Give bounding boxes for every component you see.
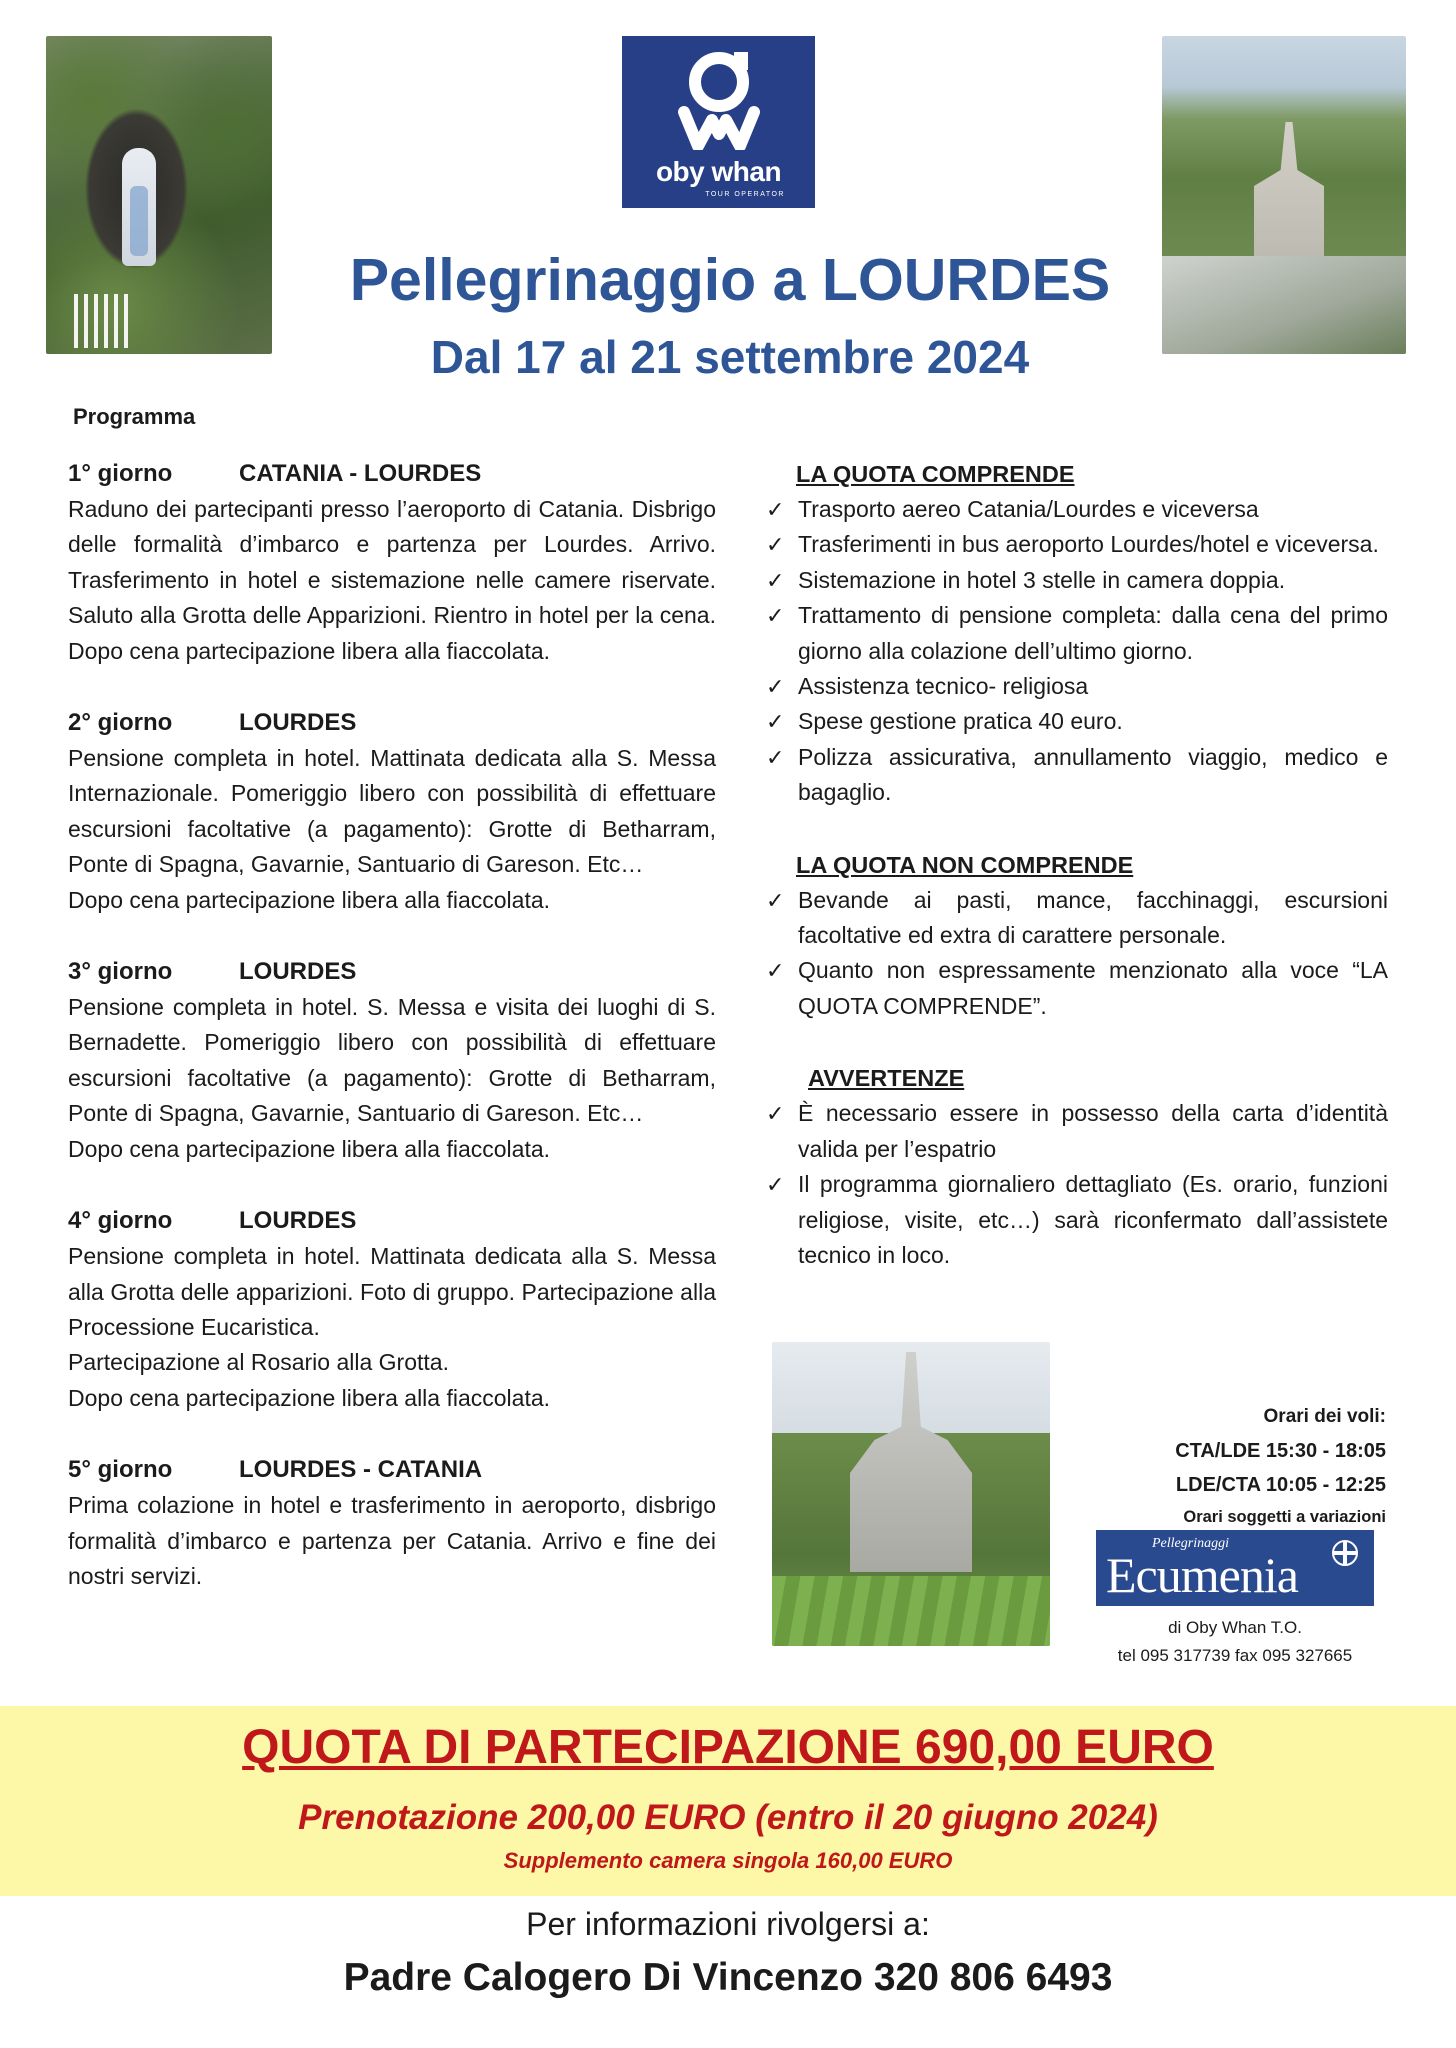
check-item-text: Trattamento di pensione completa: dalla cena del primo giorno alla colazione dell’ultimo giorno. xyxy=(798,602,1388,664)
contact-person: Padre Calogero Di Vincenzo 320 806 6493 xyxy=(343,1956,1113,1999)
checkmark-icon: ✓ xyxy=(766,887,785,913)
warnings-list xyxy=(766,1096,1388,1273)
day-place: LOURDES xyxy=(239,958,357,986)
avvertenze-section xyxy=(766,1060,1388,1273)
check-item-text: Spese gestione pratica 40 euro. xyxy=(798,708,1123,735)
checkmark-icon: ✓ xyxy=(766,744,785,770)
candles xyxy=(74,294,130,348)
ecumenia-logo xyxy=(1096,1530,1374,1606)
flight-times xyxy=(1175,1400,1386,1532)
day-number: 2° giorno xyxy=(68,709,173,737)
check-item-text: Trasferimenti in bus aeroporto Lourdes/hotel e viceversa. xyxy=(798,531,1379,558)
check-item-text: Sistemazione in hotel 3 stelle in camera doppia. xyxy=(798,566,1286,593)
check-item xyxy=(766,1096,1388,1167)
day-4 xyxy=(68,1203,716,1416)
basilica-aerial-photo xyxy=(1162,36,1406,354)
day-3 xyxy=(68,954,716,1167)
day-place: CATANIA - LOURDES xyxy=(239,460,482,487)
page-title: Pellegrinaggio a LOURDES xyxy=(349,247,1111,313)
check-item-text: Assistenza tecnico- religiosa xyxy=(798,673,1089,700)
flight-return: LDE/CTA 10:05 - 12:25 xyxy=(1175,1474,1386,1496)
check-item xyxy=(766,883,1388,954)
checkmark-icon: ✓ xyxy=(766,674,785,700)
checkmark-icon: ✓ xyxy=(766,497,785,522)
day-1 xyxy=(68,456,716,669)
day-number: 4° giorno xyxy=(68,1207,173,1235)
quota-non-comprende-section xyxy=(766,847,1388,1025)
check-item xyxy=(766,953,1388,1024)
included-list xyxy=(766,492,1388,811)
checkmark-icon: ✓ xyxy=(766,603,785,629)
booking-deposit: Prenotazione 200,00 EURO (entro il 20 giugno 2024) xyxy=(298,1798,1158,1837)
single-supplement: Supplemento camera singola 160,00 EURO xyxy=(503,1848,953,1873)
basilica-front-photo xyxy=(772,1342,1050,1646)
check-item-text: Trasporto aereo Catania/Lourdes e viceversa xyxy=(798,496,1259,522)
day-description: Raduno dei partecipanti presso l’aeroporto di Catania. Disbrigo delle formalità d’imbarco e partenza per Lourdes. Arrivo. Trasferimento in hotel e sistemazione nelle camere riservate. Saluto alla Grotta delle Apparizioni. Rientro in hotel per la cena. Dopo cena partecipazione libera alla fiaccolata. xyxy=(68,496,716,664)
day-place: LOURDES xyxy=(239,1207,357,1235)
check-item xyxy=(766,563,1388,598)
grotto-photo xyxy=(46,36,272,354)
check-item-text: Il programma giornaliero dettagliato (Es. orario, funzioni religiose, visite, etc…) sarà riconfermato dall’assistete tecnico in loco. xyxy=(798,1171,1388,1268)
checkmark-icon: ✓ xyxy=(766,1172,785,1198)
day-description-2: Partecipazione al Rosario alla Grotta. xyxy=(68,1349,449,1376)
day-evening: Dopo cena partecipazione libera alla fiaccolata. xyxy=(68,886,551,913)
ecumenia-phone: tel 095 317739 fax 095 327665 xyxy=(1117,1646,1353,1665)
day-description: Pensione completa in hotel. Mattinata dedicata alla S. Messa alla Grotta delle apparizioni. Foto di gruppo. Partecipazione alla Processione Eucaristica. xyxy=(68,1243,716,1340)
conditions xyxy=(766,456,1388,1309)
check-item xyxy=(766,527,1388,562)
day-place: LOURDES - CATANIA xyxy=(239,1456,483,1484)
ecumenia-small: Pellegrinaggi xyxy=(1152,1536,1229,1551)
day-description: Pensione completa in hotel. Mattinata dedicata alla S. Messa Internazionale. Pomeriggio libero con possibilità di effettuare escursioni facoltative (a pagamento): Grotte di Betharram, Ponte di Spagna, Gavarnie, Santuario di Gareson. Etc… xyxy=(68,745,716,878)
excluded-list xyxy=(766,883,1388,1025)
virgin-statue xyxy=(122,148,156,266)
section-title: AVVERTENZE xyxy=(808,1065,965,1092)
quota-comprende-section xyxy=(766,456,1388,811)
lawn xyxy=(772,1576,1050,1646)
day-evening: Dopo cena partecipazione libera alla fiaccolata. xyxy=(68,1135,551,1162)
ow-logo-icon xyxy=(674,50,764,150)
day-heading xyxy=(68,954,716,990)
ecumenia-by: di Oby Whan T.O. xyxy=(1168,1618,1302,1637)
check-item-text: Polizza assicurativa, annullamento viaggio, medico e bagaglio. xyxy=(798,743,1388,806)
day-heading xyxy=(68,1452,716,1488)
day-evening: Dopo cena partecipazione libera alla fiaccolata. xyxy=(68,1384,551,1411)
checkmark-icon: ✓ xyxy=(766,958,785,984)
day-heading xyxy=(68,1203,716,1239)
check-item-text: Quanto non espressamente menzionato alla voce “LA QUOTA COMPRENDE”. xyxy=(798,957,1388,1019)
quota-price: QUOTA DI PARTECIPAZIONE 690,00 EURO xyxy=(242,1721,1214,1774)
programma-label: Programma xyxy=(73,404,196,429)
oby-whan-logo xyxy=(622,36,815,208)
check-item xyxy=(766,598,1388,669)
flight-outbound: CTA/LDE 15:30 - 18:05 xyxy=(1175,1440,1386,1462)
info-label: Per informazioni rivolgersi a: xyxy=(526,1906,930,1942)
itinerary xyxy=(68,456,716,1630)
check-item xyxy=(766,669,1388,704)
day-description: Pensione completa in hotel. S. Messa e visita dei luoghi di S. Bernadette. Pomeriggio libero con possibilità di effettuare escursioni facoltative (a pagamento): Grotte di Betharram, Ponte di Spagna, Gavarnie, Santuario di Gareson. Etc… xyxy=(68,994,716,1127)
checkmark-icon: ✓ xyxy=(766,532,785,558)
cross-icon xyxy=(1330,1538,1360,1568)
check-item xyxy=(766,1167,1388,1273)
section-title: LA QUOTA COMPRENDE xyxy=(796,461,1075,487)
check-item-text: È necessario essere in possesso della carta d’identità valida per l’espatrio xyxy=(798,1100,1388,1162)
page-subtitle: Dal 17 al 21 settembre 2024 xyxy=(430,331,1030,383)
day-number: 3° giorno xyxy=(68,958,173,986)
flight-title: Orari dei voli: xyxy=(1263,1406,1386,1427)
section-title: LA QUOTA NON COMPRENDE xyxy=(796,851,1134,878)
check-item xyxy=(766,740,1388,811)
checkmark-icon: ✓ xyxy=(766,567,785,593)
day-place: LOURDES xyxy=(239,709,357,737)
check-item xyxy=(766,492,1388,527)
day-number: 1° giorno xyxy=(68,460,173,487)
day-number: 5° giorno xyxy=(68,1456,173,1484)
esplanade xyxy=(1162,256,1406,354)
check-item-text: Bevande ai pasti, mance, facchinaggi, escursioni facoltative ed extra di carattere personale. xyxy=(798,886,1388,949)
day-description: Prima colazione in hotel e trasferimento in aeroporto, disbrigo formalità d’imbarco e partenza per Catania. Arrivo e fine dei nostri servizi. xyxy=(68,1492,716,1589)
day-heading xyxy=(68,456,716,492)
day-5 xyxy=(68,1452,716,1594)
flight-note: Orari soggetti a variazioni xyxy=(1183,1508,1386,1526)
basilica-shape xyxy=(850,1352,972,1572)
logo-text: oby whan xyxy=(655,156,782,187)
checkmark-icon: ✓ xyxy=(766,709,785,735)
day-2 xyxy=(68,705,716,918)
checkmark-icon: ✓ xyxy=(766,1101,785,1127)
check-item xyxy=(766,704,1388,739)
logo-subtext: TOUR OPERATOR xyxy=(705,191,785,198)
day-heading xyxy=(68,705,716,741)
ecumenia-big: Ecumenia xyxy=(1106,1547,1298,1603)
